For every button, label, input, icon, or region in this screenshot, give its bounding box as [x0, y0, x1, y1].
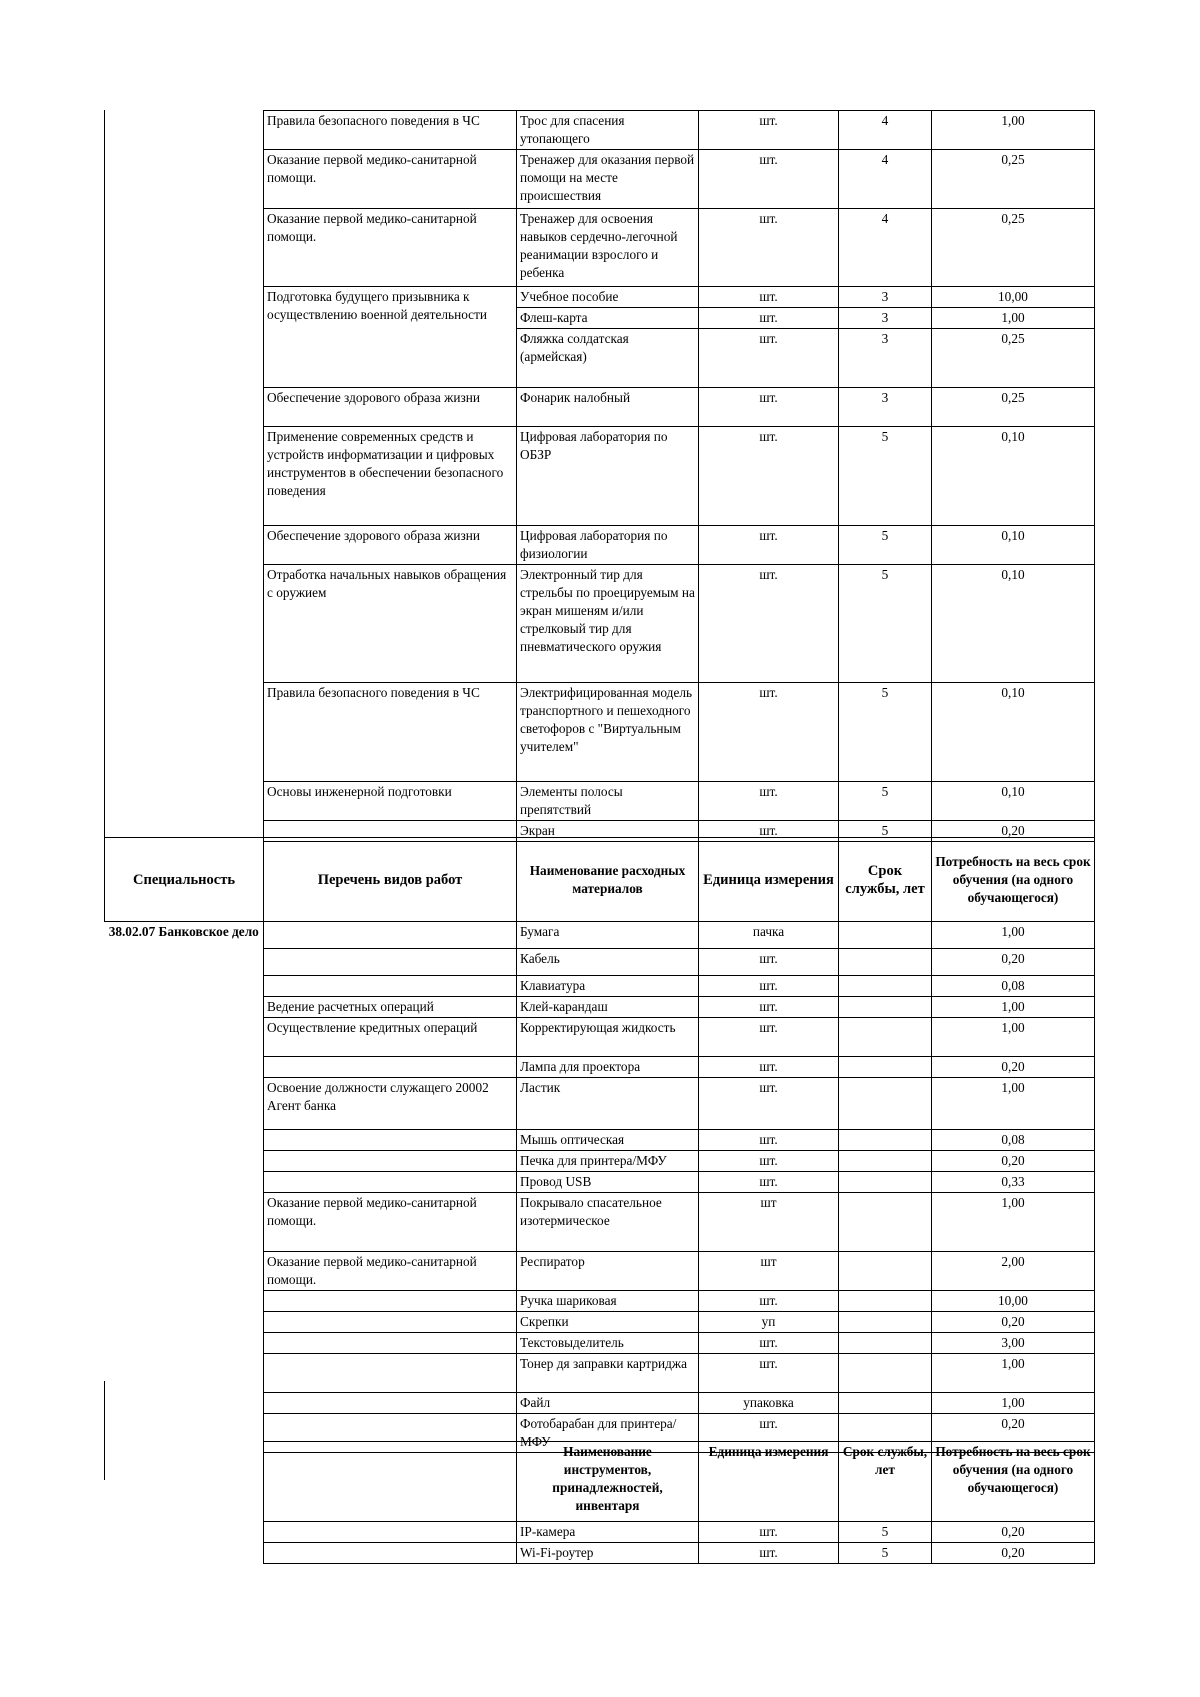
work-cell: Оказание первой медико-санитарной помощи. [264, 150, 517, 209]
life-cell [839, 1252, 932, 1291]
work-cell: Обеспечение здорового образа жизни [264, 388, 517, 427]
need-cell: 10,00 [932, 287, 1095, 308]
item-cell: Текстовыделитель [517, 1333, 699, 1354]
item-cell: Клей-карандаш [517, 997, 699, 1018]
tools-header-unit: Единица измерения [699, 1442, 839, 1522]
unit-cell: шт. [699, 565, 839, 683]
life-cell: 4 [839, 209, 932, 287]
need-cell: 1,00 [932, 922, 1095, 949]
need-cell: 0,20 [932, 949, 1095, 976]
item-cell: Печка для принтера/МФУ [517, 1151, 699, 1172]
work-cell: Подготовка будущего призывника к осуществлению военной деятельности [264, 287, 517, 388]
item-cell: Цифровая лаборатория по ОБЗР [517, 427, 699, 526]
unit-cell: шт. [699, 329, 839, 388]
item-cell: Респиратор [517, 1252, 699, 1291]
need-cell: 0,10 [932, 683, 1095, 782]
need-cell: 0,08 [932, 1130, 1095, 1151]
life-cell: 5 [839, 782, 932, 821]
item-cell: Фонарик налобный [517, 388, 699, 427]
table-row [264, 150, 1095, 209]
header-need: Потребность на весь срок обучения (на одного обучающегося) [932, 838, 1095, 922]
work-cell [264, 1312, 517, 1333]
table-row [264, 526, 1095, 565]
unit-cell: шт. [699, 1172, 839, 1193]
work-cell [264, 1057, 517, 1078]
unit-cell: шт [699, 1193, 839, 1252]
item-cell: Тренажер для освоения навыков сердечно-легочной реанимации взрослого и ребенка [517, 209, 699, 287]
work-cell: Осуществление кредитных операций [264, 1018, 517, 1057]
tools-header-row [264, 1442, 1095, 1522]
table-row [264, 683, 1095, 782]
unit-cell: шт [699, 1252, 839, 1291]
life-cell: 3 [839, 388, 932, 427]
need-cell: 1,00 [932, 111, 1095, 150]
life-cell [839, 1312, 932, 1333]
table-row [105, 922, 1095, 949]
tools-header-need: Потребность на весь срок обучения (на одного обучающегося) [932, 1442, 1095, 1522]
need-cell: 1,00 [932, 1193, 1095, 1252]
item-cell: Фляжка солдатская (армейская) [517, 329, 699, 388]
unit-cell: шт. [699, 209, 839, 287]
work-cell: Оказание первой медико-санитарной помощи. [264, 1252, 517, 1291]
work-cell [264, 1172, 517, 1193]
life-cell [839, 976, 932, 997]
unit-cell: шт. [699, 1354, 839, 1393]
work-cell [264, 1543, 517, 1564]
header-works: Перечень видов работ [264, 838, 517, 922]
unit-cell: шт. [699, 308, 839, 329]
life-cell: 3 [839, 308, 932, 329]
need-cell: 0,08 [932, 976, 1095, 997]
life-cell [839, 922, 932, 949]
need-cell: 3,00 [932, 1333, 1095, 1354]
life-cell [839, 949, 932, 976]
life-cell: 5 [839, 1522, 932, 1543]
item-cell: Ручка шариковая [517, 1291, 699, 1312]
need-cell: 0,20 [932, 1414, 1095, 1453]
unit-cell: шт. [699, 427, 839, 526]
need-cell: 0,25 [932, 209, 1095, 287]
need-cell: 0,20 [932, 1312, 1095, 1333]
item-cell: Wi-Fi-роутер [517, 1543, 699, 1564]
work-cell: Освоение должности служащего 20002 Агент банка [264, 1078, 517, 1130]
work-cell [264, 1130, 517, 1151]
materials-table [104, 837, 1095, 1453]
life-cell [839, 1333, 932, 1354]
item-cell: Бумага [517, 922, 699, 949]
need-cell: 0,33 [932, 1172, 1095, 1193]
unit-cell: шт. [699, 1151, 839, 1172]
item-cell: Трос для спасения утопающего [517, 111, 699, 150]
item-cell: Лампа для проектора [517, 1057, 699, 1078]
need-cell: 1,00 [932, 1393, 1095, 1414]
work-cell: Обеспечение здорового образа жизни [264, 526, 517, 565]
life-cell: 4 [839, 111, 932, 150]
life-cell [839, 1018, 932, 1057]
equipment-table-continued [263, 110, 1095, 842]
item-cell: Фотобарабан для принтера/МФУ [517, 1414, 699, 1453]
table-row [264, 388, 1095, 427]
work-cell [264, 949, 517, 976]
table-row [105, 976, 1095, 997]
work-cell [264, 1354, 517, 1393]
item-cell: Провод USB [517, 1172, 699, 1193]
life-cell [839, 1057, 932, 1078]
item-cell: Тренажер для оказания первой помощи на месте происшествия [517, 150, 699, 209]
item-cell: Покрывало спасательное изотермическое [517, 1193, 699, 1252]
table-row [264, 565, 1095, 683]
tools-header-works [264, 1442, 517, 1522]
need-cell: 0,10 [932, 526, 1095, 565]
item-cell: Файл [517, 1393, 699, 1414]
life-cell [839, 1130, 932, 1151]
table-row [264, 209, 1095, 287]
work-cell [264, 922, 517, 949]
need-cell: 0,20 [932, 1151, 1095, 1172]
unit-cell: шт. [699, 782, 839, 821]
work-cell: Оказание первой медико-санитарной помощи. [264, 1193, 517, 1252]
life-cell [839, 1354, 932, 1393]
life-cell: 5 [839, 821, 932, 842]
need-cell: 1,00 [932, 1018, 1095, 1057]
table-row [264, 782, 1095, 821]
work-cell [264, 1393, 517, 1414]
unit-cell: шт. [699, 1291, 839, 1312]
item-cell: Ластик [517, 1078, 699, 1130]
life-cell: 3 [839, 329, 932, 388]
unit-cell: шт. [699, 1057, 839, 1078]
header-materials: Наименование расходных материалов [517, 838, 699, 922]
life-cell: 5 [839, 683, 932, 782]
unit-cell: шт. [699, 1078, 839, 1130]
work-cell: Ведение расчетных операций [264, 997, 517, 1018]
life-cell: 5 [839, 526, 932, 565]
item-cell: Флеш-карта [517, 308, 699, 329]
life-cell: 5 [839, 427, 932, 526]
table-row [264, 427, 1095, 526]
need-cell: 2,00 [932, 1252, 1095, 1291]
work-cell [264, 1151, 517, 1172]
header-specialty: Специальность [105, 838, 264, 922]
tools-table [263, 1441, 1095, 1564]
need-cell: 0,10 [932, 782, 1095, 821]
item-cell: Экран [517, 821, 699, 842]
item-cell: Тонер дя заправки картриджа [517, 1354, 699, 1393]
work-cell [264, 1522, 517, 1543]
unit-cell: шт. [699, 111, 839, 150]
work-cell: Применение современных средств и устройств информатизации и цифровых инструментов в обеспечении безопасного поведения [264, 427, 517, 526]
unit-cell: шт. [699, 949, 839, 976]
item-cell: Кабель [517, 949, 699, 976]
need-cell: 0,20 [932, 821, 1095, 842]
life-cell: 5 [839, 565, 932, 683]
need-cell: 0,25 [932, 150, 1095, 209]
header-life: Срок службы, лет [839, 838, 932, 922]
table-row [264, 1522, 1095, 1543]
need-cell: 10,00 [932, 1291, 1095, 1312]
work-cell [264, 1333, 517, 1354]
unit-cell: шт. [699, 1130, 839, 1151]
table-row [264, 1543, 1095, 1564]
life-cell [839, 1172, 932, 1193]
item-cell: Электронный тир для стрельбы по проецируемым на экран мишеням и/или стрелковый тир для пневматического оружия [517, 565, 699, 683]
unit-cell: шт. [699, 821, 839, 842]
need-cell: 0,25 [932, 329, 1095, 388]
unit-cell: шт. [699, 1522, 839, 1543]
work-cell [264, 1291, 517, 1312]
item-cell: Корректирующая жидкость [517, 1018, 699, 1057]
unit-cell: шт. [699, 287, 839, 308]
work-cell: Оказание первой медико-санитарной помощи. [264, 209, 517, 287]
life-cell [839, 1151, 932, 1172]
unit-cell: шт. [699, 150, 839, 209]
need-cell: 0,20 [932, 1543, 1095, 1564]
need-cell: 1,00 [932, 308, 1095, 329]
item-cell: Элементы полосы препятствий [517, 782, 699, 821]
life-cell [839, 1078, 932, 1130]
tools-header-life: Срок службы, лет [839, 1442, 932, 1522]
need-cell: 1,00 [932, 1354, 1095, 1393]
table-header-row [105, 838, 1095, 922]
header-unit: Единица измерения [699, 838, 839, 922]
unit-cell: шт. [699, 526, 839, 565]
life-cell [839, 1393, 932, 1414]
table-row [264, 287, 1095, 308]
item-cell: Электрифицированная модель транспортного и пешеходного светофоров с "Виртуальным учителем" [517, 683, 699, 782]
unit-cell: пачка [699, 922, 839, 949]
need-cell: 0,25 [932, 388, 1095, 427]
item-cell: Клавиатура [517, 976, 699, 997]
item-cell: Учебное пособие [517, 287, 699, 308]
work-cell: Правила безопасного поведения в ЧС [264, 683, 517, 782]
need-cell: 0,20 [932, 1522, 1095, 1543]
life-cell [839, 1291, 932, 1312]
unit-cell: шт. [699, 1018, 839, 1057]
continuation-line-top [104, 110, 105, 838]
work-cell [264, 976, 517, 997]
life-cell [839, 997, 932, 1018]
table-row [264, 111, 1095, 150]
unit-cell: уп [699, 1312, 839, 1333]
unit-cell: шт. [699, 997, 839, 1018]
specialty-spacer [105, 976, 264, 1453]
tools-header-name: Наименование инструментов, принадлежностей, инвентаря [517, 1442, 699, 1522]
unit-cell: шт. [699, 683, 839, 782]
need-cell: 0,20 [932, 1057, 1095, 1078]
item-cell: Цифровая лаборатория по физиологии [517, 526, 699, 565]
work-cell: Правила безопасного поведения в ЧС [264, 111, 517, 150]
unit-cell: шт. [699, 1414, 839, 1453]
life-cell: 3 [839, 287, 932, 308]
unit-cell: шт. [699, 388, 839, 427]
unit-cell: шт. [699, 1543, 839, 1564]
work-cell: Отработка начальных навыков обращения с оружием [264, 565, 517, 683]
item-cell: IP-камера [517, 1522, 699, 1543]
life-cell: 4 [839, 150, 932, 209]
specialty-cell: 38.02.07 Банковское дело [105, 922, 264, 976]
life-cell: 5 [839, 1543, 932, 1564]
need-cell: 0,10 [932, 565, 1095, 683]
unit-cell: упаковка [699, 1393, 839, 1414]
unit-cell: шт. [699, 976, 839, 997]
item-cell: Мышь оптическая [517, 1130, 699, 1151]
life-cell [839, 1193, 932, 1252]
unit-cell: шт. [699, 1333, 839, 1354]
need-cell: 1,00 [932, 1078, 1095, 1130]
need-cell: 1,00 [932, 997, 1095, 1018]
need-cell: 0,10 [932, 427, 1095, 526]
work-cell: Основы инженерной подготовки [264, 782, 517, 821]
item-cell: Скрепки [517, 1312, 699, 1333]
